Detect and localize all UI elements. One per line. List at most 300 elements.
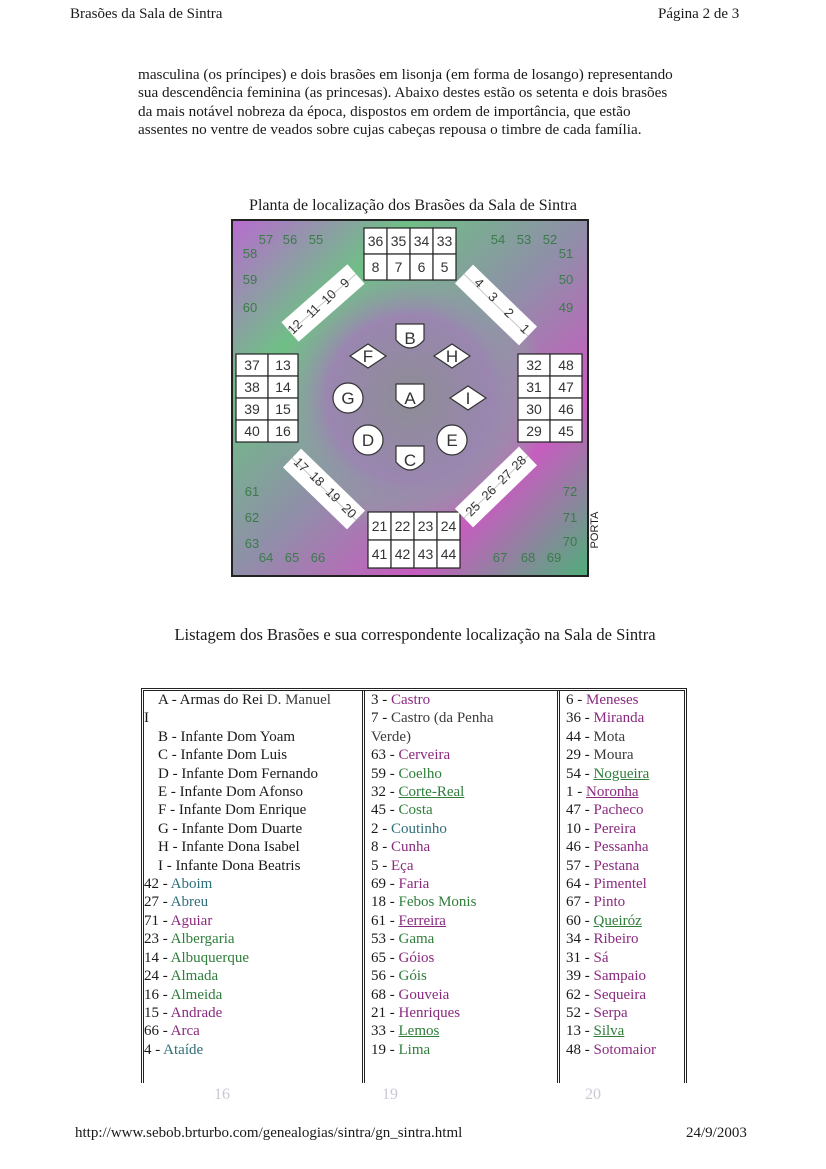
plan-cell: [414, 512, 437, 540]
list-item-number: 47 -: [566, 802, 594, 819]
list-item-name: Sampaio: [593, 968, 646, 985]
list-item: [365, 838, 557, 856]
list-item: [365, 783, 557, 801]
list-item-number: 46 -: [566, 839, 594, 856]
list-item: [560, 820, 684, 838]
list-item: [144, 765, 362, 783]
footer-url: http://www.sebob.brturbo.com/genealogias/sintra/gn_sintra.html: [75, 1125, 463, 1141]
list-item-name: Noronha: [586, 784, 639, 801]
list-title: Listagem dos Brasões e sua correspondente localização na Sala de Sintra: [174, 625, 656, 644]
list-item: [365, 1041, 557, 1059]
list-item-name: Eça: [391, 857, 414, 874]
list-item: [144, 1004, 362, 1022]
plan-label: 60: [242, 300, 258, 315]
plan-label: 50: [558, 272, 574, 287]
plan-label: 3: [485, 288, 502, 305]
list-item-name: Serpa: [593, 1004, 628, 1021]
list-item-name: Góis: [398, 968, 427, 985]
plan-label: 26: [478, 482, 500, 504]
plan-label: 54: [490, 232, 506, 247]
plan-cell: [550, 398, 582, 420]
list-item-name: Corte-Real: [398, 784, 465, 801]
list-item-name: Lima: [398, 1041, 431, 1058]
plan-label: C: [403, 451, 417, 470]
list-item-name: Abreu: [170, 894, 209, 911]
list-item: [144, 746, 362, 764]
list-item-number: 13 -: [566, 1023, 594, 1040]
plan-label: 9: [336, 274, 353, 291]
plan-label: 69: [546, 550, 562, 565]
list-item-number: 21 -: [371, 1004, 399, 1021]
plan-label: G: [341, 389, 355, 408]
list-item-number: 48 -: [566, 1041, 594, 1058]
plan-label: 59: [242, 272, 258, 287]
intro-paragraph: masculina (os príncipes) e dois brasões em lisonja (em forma de losango) representando sua descendência feminina (as princesas). Abaixo destes estão os setenta e dois brasões da mais notável nobreza da época, dispostos em ordem de importância, que estão assentes no ventre de veados sobre cujas cabeças repousa o timbre de cada família.: [138, 66, 673, 139]
list-item-number: 32 -: [371, 784, 399, 801]
plan-cell: [518, 398, 550, 420]
plan-cell-label: 36: [367, 233, 384, 249]
plan-label: 67: [492, 550, 508, 565]
plan-label: 1: [517, 320, 534, 337]
plan-label: 64: [258, 550, 274, 565]
plan-cell: [410, 228, 433, 254]
list-item-number: 66 -: [144, 1023, 171, 1040]
list-item-number: 19 -: [371, 1041, 399, 1058]
ghost-mark: 20: [585, 1086, 601, 1103]
list-item: [560, 1041, 684, 1059]
plan-cell-label: 30: [526, 401, 542, 417]
list-item-number: 39 -: [566, 968, 594, 985]
list-item: [365, 967, 557, 985]
plan-cell-label: 43: [417, 546, 434, 562]
list-item-name: Almeida: [170, 986, 223, 1003]
list-item-name: Moura: [593, 747, 634, 764]
list-item: [144, 709, 362, 727]
list-item: [560, 765, 684, 783]
list-item: [560, 746, 684, 764]
list-item-name: Sá: [593, 949, 609, 966]
list-item-number: 54 -: [566, 765, 594, 782]
list-item-name: Pessanha: [593, 839, 649, 856]
list-item: [560, 691, 684, 709]
list-item-number: 64 -: [566, 876, 594, 893]
plan-label: 51: [558, 246, 574, 261]
plan-label: 56: [282, 232, 298, 247]
table-column-3: [560, 691, 684, 1083]
ghost-mark: 16: [214, 1086, 230, 1103]
plan-label: 70: [562, 534, 578, 549]
list-item: [144, 893, 362, 911]
list-item: [560, 1004, 684, 1022]
list-item: [365, 709, 557, 727]
list-item-number: 1 -: [566, 784, 586, 801]
list-item-name: Ataíde: [163, 1041, 204, 1058]
table-column-1: [144, 691, 365, 1083]
plan-cell-label: 40: [244, 423, 260, 439]
plan-cell: [550, 376, 582, 398]
plan-label: 61: [244, 484, 260, 499]
list-item-name: Pinto: [593, 894, 626, 911]
plan-cell: [387, 228, 410, 254]
list-item-name: Coelho: [398, 765, 442, 782]
plan-label: I: [465, 389, 471, 408]
list-item: [144, 691, 362, 709]
list-item: [144, 930, 362, 948]
list-item: [560, 838, 684, 856]
list-item: [144, 1041, 362, 1059]
list-item-number: I - Infante Dona Beatris: [158, 857, 301, 874]
list-item: [560, 709, 684, 727]
list-item-number: B - Infante Dom Yoam: [158, 728, 296, 745]
list-item-number: F - Infante Dom Enrique: [158, 802, 307, 819]
list-item-name: Castro: [391, 692, 431, 708]
list-item-name: Arca: [170, 1023, 200, 1040]
plan-label: E: [446, 431, 458, 450]
plan-cell: [518, 376, 550, 398]
plan-cell-label: 23: [417, 518, 434, 534]
plan-cell: [236, 398, 268, 420]
list-item-number: C - Infante Dom Luis: [158, 747, 288, 764]
list-item-number: 44 -: [566, 728, 594, 745]
list-item: [560, 893, 684, 911]
plan-cell-label: 38: [244, 379, 260, 395]
list-item: [365, 728, 557, 746]
list-item: [365, 930, 557, 948]
plan-cell: [236, 354, 268, 376]
plan-label: 72: [562, 484, 578, 499]
list-item-name: Henriques: [398, 1004, 461, 1021]
list-item-name: Albuquerque: [170, 949, 249, 966]
list-item-number: 45 -: [371, 802, 399, 819]
plan-cell-label: 42: [394, 546, 411, 562]
plan-label: 62: [244, 510, 260, 525]
list-item: [560, 783, 684, 801]
plan-cell: [391, 512, 414, 540]
list-item: [365, 875, 557, 893]
list-item-number: D - Infante Dom Fernando: [158, 765, 318, 782]
plan-label: A: [404, 389, 416, 408]
plan-cell-label: 44: [440, 546, 457, 562]
plan-cell-label: 5: [440, 259, 449, 275]
list-item-number: 60 -: [566, 912, 594, 929]
plan-cell-label: 13: [275, 357, 291, 373]
plan-cell: [437, 512, 460, 540]
plan-cell: [268, 398, 298, 420]
plan-label: 66: [310, 550, 326, 565]
list-item-name: Febos Monis: [398, 894, 477, 911]
plan-label: PORTA: [589, 511, 601, 549]
plan-cell-label: 39: [244, 401, 260, 417]
list-item-name: Coutinho: [391, 820, 447, 837]
list-item: [560, 986, 684, 1004]
plan-cell-label: 16: [275, 423, 291, 439]
list-item-number: A - Armas do Rei: [158, 692, 267, 708]
plan-cell: [364, 254, 387, 280]
plan-cell: [550, 354, 582, 376]
plan-cell: [410, 254, 433, 280]
plan-label: B: [404, 329, 416, 348]
list-item: [365, 1004, 557, 1022]
plan-cell: [437, 540, 460, 568]
list-item-number: 53 -: [371, 931, 399, 948]
plan-label: 4: [471, 274, 488, 291]
plan-cell: [550, 420, 582, 442]
list-item-name: Verde): [371, 728, 411, 745]
list-item: [144, 783, 362, 801]
list-item-number: 59 -: [371, 765, 399, 782]
plan-label: 27: [494, 466, 516, 488]
page-number: Página 2 de 3: [658, 6, 740, 22]
list-item: [144, 838, 362, 856]
list-item-name: D. Manuel: [266, 692, 331, 708]
plan-cell-label: 22: [394, 518, 411, 534]
plan-cell: [414, 540, 437, 568]
plan-cell-label: 29: [526, 423, 542, 439]
list-item: [560, 875, 684, 893]
list-item-name: Silva: [593, 1023, 625, 1040]
list-item-name: Cerveira: [398, 747, 451, 764]
list-item: [560, 912, 684, 930]
plan-cell: [518, 420, 550, 442]
list-item-number: 56 -: [371, 968, 399, 985]
plan-cell: [364, 228, 387, 254]
list-item-number: 23 -: [144, 931, 171, 948]
plan-cell: [433, 254, 456, 280]
plan-cell-label: 48: [558, 357, 574, 373]
plan-cell-label: 31: [526, 379, 542, 395]
plan-cell: [268, 420, 298, 442]
list-item: [365, 1022, 557, 1040]
list-item: [144, 967, 362, 985]
plan-label: 49: [558, 300, 574, 315]
list-item-name: Lemos: [398, 1023, 440, 1040]
list-item-number: 69 -: [371, 876, 399, 893]
plan-cell-label: 37: [244, 357, 260, 373]
plan-label: 10: [318, 286, 340, 308]
ghost-mark: 19: [382, 1086, 398, 1103]
plan-label: H: [445, 347, 459, 366]
plan-cell-label: 46: [558, 401, 574, 417]
list-item: [144, 728, 362, 746]
plan-cell-label: 7: [394, 259, 403, 275]
plan-cell: [391, 540, 414, 568]
list-item: [144, 875, 362, 893]
plan-cell-label: 34: [413, 233, 430, 249]
list-item-name: Aboim: [170, 876, 213, 893]
plan-cell: [387, 254, 410, 280]
plan-cell-label: 47: [558, 379, 574, 395]
intro-text: [138, 66, 683, 140]
list-item-number: 5 -: [371, 857, 391, 874]
list-item: [365, 857, 557, 875]
plan-label: 12: [284, 316, 306, 338]
list-item-name: Gama: [398, 931, 435, 948]
list-item-name: Cunha: [391, 839, 431, 856]
list-item: [365, 912, 557, 930]
plan-cell: [368, 512, 391, 540]
plan-cell-label: 6: [417, 259, 426, 275]
list-item-number: I: [144, 710, 149, 727]
list-item-name: Sequeira: [593, 986, 646, 1003]
plan-cell: [236, 376, 268, 398]
list-item: [560, 1022, 684, 1040]
plan-cell-label: 45: [558, 423, 574, 439]
list-item-name: Almada: [170, 968, 219, 985]
list-item-number: 36 -: [566, 710, 594, 727]
plan-label: F: [362, 347, 374, 366]
list-item-number: 10 -: [566, 820, 594, 837]
list-item: [560, 967, 684, 985]
list-item-number: 71 -: [144, 912, 171, 929]
plan-cell: [268, 376, 298, 398]
plan-label: 58: [242, 246, 258, 261]
list-item-number: 3 -: [371, 692, 391, 708]
coat-of-arms-table: [141, 688, 687, 1083]
list-item-number: 61 -: [371, 912, 399, 929]
list-item: [365, 746, 557, 764]
plan-label: D: [361, 431, 375, 450]
list-item: [365, 691, 557, 709]
list-item-number: 62 -: [566, 986, 594, 1003]
list-item-number: 15 -: [144, 1004, 171, 1021]
plan-cell: [368, 540, 391, 568]
footer-date: 24/9/2003: [686, 1125, 747, 1141]
plan-label: 17: [290, 454, 312, 476]
header-title: Brasões da Sala de Sintra: [70, 6, 223, 22]
list-item: [144, 820, 362, 838]
plan-cell: [236, 420, 268, 442]
list-item: [144, 949, 362, 967]
list-item-number: 7 -: [371, 710, 391, 727]
list-item-number: 67 -: [566, 894, 594, 911]
list-item: [560, 949, 684, 967]
list-item-number: 52 -: [566, 1004, 594, 1021]
list-item: [560, 801, 684, 819]
plan-label: 68: [520, 550, 536, 565]
list-item: [560, 930, 684, 948]
list-item: [365, 820, 557, 838]
list-item-number: 16 -: [144, 986, 171, 1003]
plan-label: 20: [338, 500, 360, 522]
list-item: [365, 765, 557, 783]
plan-cell: [433, 228, 456, 254]
list-item: [560, 728, 684, 746]
plan-label: 28: [508, 452, 530, 474]
list-item-number: 34 -: [566, 931, 594, 948]
list-item-number: E - Infante Dom Afonso: [158, 784, 303, 801]
list-item-name: Sotomaior: [593, 1041, 656, 1058]
plan-label: 25: [462, 498, 484, 520]
list-item-number: 68 -: [371, 986, 399, 1003]
list-item: [144, 801, 362, 819]
list-item-number: 31 -: [566, 949, 594, 966]
list-item-number: 42 -: [144, 876, 171, 893]
list-item-number: 57 -: [566, 857, 594, 874]
list-item: [365, 801, 557, 819]
list-item-name: Góios: [398, 949, 435, 966]
plan-cell-label: 15: [275, 401, 291, 417]
list-item-name: Gouveia: [398, 986, 450, 1003]
list-item-name: Costa: [398, 802, 433, 819]
list-item-name: Castro (da Penha: [391, 710, 494, 727]
plan-cell-label: 32: [526, 357, 542, 373]
list-item-number: 63 -: [371, 747, 399, 764]
list-item-number: 2 -: [371, 820, 391, 837]
plan-label: 65: [284, 550, 300, 565]
list-item: [365, 986, 557, 1004]
plan-label: 2: [501, 304, 518, 321]
list-item-number: 8 -: [371, 839, 391, 856]
list-item-number: 24 -: [144, 968, 171, 985]
plan-cell: [518, 354, 550, 376]
plan-label: 19: [322, 484, 344, 506]
list-item-name: Pimentel: [593, 876, 647, 893]
plan-title: Planta de localização dos Brasões da Sala de Sintra: [249, 197, 577, 214]
list-item-number: H - Infante Dona Isabel: [158, 839, 300, 856]
list-item: [560, 857, 684, 875]
list-item-number: 27 -: [144, 894, 171, 911]
list-item-number: 65 -: [371, 949, 399, 966]
list-item: [144, 986, 362, 1004]
list-item: [144, 857, 362, 875]
plan-cell-label: 35: [390, 233, 407, 249]
plan-label: 71: [562, 510, 578, 525]
list-item: [365, 893, 557, 911]
list-item-number: 33 -: [371, 1023, 399, 1040]
list-item: [144, 1022, 362, 1040]
list-item-number: 4 -: [144, 1041, 164, 1058]
list-item-number: G - Infante Dom Duarte: [158, 820, 303, 837]
plan-cell-label: 14: [275, 379, 291, 395]
plan-label: 11: [302, 300, 323, 321]
plan-label: 63: [244, 536, 260, 551]
list-item: [365, 949, 557, 967]
list-item-name: Pestana: [593, 857, 640, 874]
plan-cell-label: 24: [440, 518, 457, 534]
plan-cell-label: 41: [371, 546, 388, 562]
list-item-number: 6 -: [566, 692, 586, 708]
list-item-name: Ferreira: [398, 912, 446, 929]
plan-cell-label: 33: [436, 233, 453, 249]
list-item-name: Ribeiro: [593, 931, 639, 948]
list-item-name: Faria: [398, 876, 430, 893]
floor-plan: [232, 220, 601, 576]
list-item-number: 18 -: [371, 894, 399, 911]
plan-label: 55: [308, 232, 324, 247]
plan-label: 52: [542, 232, 558, 247]
plan-label: 53: [516, 232, 532, 247]
list-item: [144, 912, 362, 930]
list-item-name: Pacheco: [593, 802, 644, 819]
plan-cell-label: 21: [371, 518, 388, 534]
list-item-name: Queiróz: [593, 912, 642, 929]
list-item-name: Aguiar: [170, 912, 213, 929]
plan-cell: [268, 354, 298, 376]
table-column-2: [365, 691, 560, 1083]
list-item-name: Albergaria: [170, 931, 235, 948]
plan-label: 18: [306, 468, 328, 490]
plan-label: 57: [258, 232, 274, 247]
list-item-name: Nogueira: [593, 765, 650, 782]
plan-cell-label: 8: [371, 259, 380, 275]
list-item-name: Miranda: [593, 710, 645, 727]
list-item-name: Pereira: [593, 820, 636, 837]
list-item-number: 29 -: [566, 747, 594, 764]
list-item-name: Mota: [593, 728, 626, 745]
list-item-number: 14 -: [144, 949, 171, 966]
list-item-name: Meneses: [586, 692, 639, 708]
list-item-name: Andrade: [170, 1004, 223, 1021]
